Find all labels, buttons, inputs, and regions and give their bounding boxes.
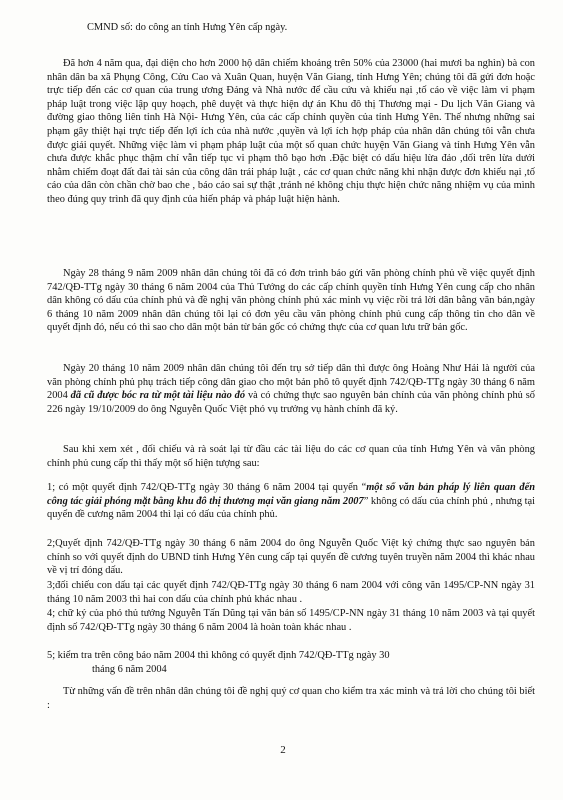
- list-item-3: 3;đối chiếu con dấu tại các quyết định 742/QĐ-TTg ngày 30 tháng 6 nam 2004 với công văn 1495/CP-NN ngày 31 tháng 10 năm 2003 thì hai con dấu của chính phủ khác nhau .: [47, 580, 535, 605]
- paragraph-3-text-2: và có chứng thực sao nguyên bản chính của văn phòng chính phủ số 226 ngày 19/10/2009 do ông Nguyễn Quốc Việt phó vụ trưởng vụ hành chính đã ký.: [47, 390, 535, 415]
- list-item-4: 4; chữ ký của phó thủ tướng Nguyễn Tấn Dũng tại văn bản số 1495/CP-NN ngày 31 tháng 10 năm 2003 và tại quyết định số 742/QĐ-TTg ngày 30 tháng 6 năm 2004 là hoàn toàn khác nhau .: [47, 608, 535, 633]
- list-item-1: [47, 481, 535, 522]
- paragraph-3-text-1: Ngày 20 tháng 10 năm 2009 nhân dân chúng tôi đến trụ sở tiếp dân thì được ông Hoàng Như Hải là người của văn phòng chính phủ phụ trách tiếp công dân giao cho một bản phô tô quyết định 742/QĐ-TTg ngày 30 tháng 6 năm 2004: [47, 363, 535, 402]
- paragraph-4: Sau khi xem xét , đối chiếu và rà soát lại từ đầu các tài liệu do các cơ quan của tỉnh Hưng Yên và văn phòng chính phủ cung cấp thì thấy một số hiện tượng sau:: [47, 444, 535, 469]
- paragraph-1: Đã hơn 4 năm qua, đại diện cho hơn 2000 hộ dân chiếm khoảng trên 50% của 23000 (hai mươi ba nghìn) bà con nhân dân ba xã Phụng Công, Cửu Cao và Xuân Quan, huyện Văn Giang, tỉnh Hưng Yên; chúng tôi đã gửi đơn hoặc trực tiếp đến các cơ quan của trung ương Đảng và Nhà nước để cầu cứu và khiếu nại ,tố cáo về việc làm vi phạm pháp luật trong việc lập quy hoạch, phê duyệt và thực hiện dự án Khu đô thị Thương mại - Du lịch Văn Giang và đường giao thông liên tỉnh Hà Nội- Hưng Yên, của các cấp chính quyền của tỉnh Hưng Yên. Thế nhưng những sai phạm gây thiệt hại trực tiếp đến lợi ích của nhà nước ,quyền và lợi ích hợp pháp của nhân dân chúng tôi vẫn chưa được giải quyết. Những việc làm vi phạm pháp luật của một số quan chức huyện Văn Giang và tỉnh Hưng Yên vẫn chưa được khắc phục thậm chí vẫn tiếp tục vi phạm thô bạo hơn .Đặc biệt có dấu hiệu lừa đảo ,dối trên lừa dưới nhằm chiếm đoạt đất đai tài sản của công dân trái pháp luật , các cơ quan chức năng khi nhận được đơn khiếu nại ,tố cáo của dân còn chần chờ bao che , báo cáo sai sự thật ,tránh né không chịu thực hiện chức năng nhiệm vụ của mình theo đúng quy trình đã quy định của hiến pháp và pháp luật hiện hành.: [47, 58, 535, 205]
- paragraph-2: Ngày 28 tháng 9 năm 2009 nhân dân chúng tôi đã có đơn trình báo gửi văn phòng chính phủ về việc quyết định 742/QĐ-TTg ngày 30 tháng 6 năm 2004 của Thủ Tướng do các cấp chính quyền tỉnh Hưng Yên cung cấp cho nhân dân không có dấu của chính phủ và đề nghị văn phòng chính phủ xác minh vụ việc rồi trả lời dân bằng văn bản,ngày 6 tháng 10 năm 2009 nhân dân chúng tôi lại có đơn yêu cầu văn phòng chính phủ cung cấp thông tin cho dân về quyết định đó, nếu có thì sao cho dân một bản từ bản gốc có chứng thực của cơ quan lưu trữ bản gốc.: [47, 268, 535, 334]
- list-item-1-text-1: 1; có một quyết định 742/QĐ-TTg ngày 30 tháng 6 năm 2004 tại quyển “: [47, 482, 367, 493]
- closing-paragraph: Từ những vấn đề trên nhân dân chúng tôi đề nghị quý cơ quan cho kiểm tra xác minh và trả lời cho chúng tôi biết :: [47, 686, 535, 711]
- paragraph-3-emphasis: đã cũ được bóc ra từ một tài liệu nào đó: [70, 390, 246, 402]
- list-item-1-text-2: ” không có dấu của chính phủ , nhưng tại quyển đề cương năm 2004 thì lại có dấu của chính phủ.: [47, 495, 535, 521]
- list-item-5-line-2: tháng 6 năm 2004: [92, 664, 167, 675]
- cmnd-header-line: CMND số: do công an tỉnh Hưng Yên cấp ngày.: [87, 22, 288, 33]
- list-item-1-title: một số văn bản pháp lý liên quan đến công tác giải phóng mặt bằng khu đô thị thương mại văn giang năm 2007: [47, 482, 535, 507]
- page-number: 2: [280, 744, 286, 756]
- list-item-2: 2;Quyết định 742/QĐ-TTg ngày 30 tháng 6 năm 2004 do ông Nguyễn Quốc Việt ký chứng thực sao nguyên bản chính so với quyết định do UBND tỉnh Hưng Yên cung cấp tại quyển đề cương tuyên truyền năm 2004 thì khác nhau về vị trí đóng dấu.: [47, 538, 535, 577]
- paragraph-3: [47, 362, 535, 416]
- list-item-5-line-1: 5; kiểm tra trên công báo năm 2004 thì không có quyết định 742/QĐ-TTg ngày 30: [47, 650, 390, 661]
